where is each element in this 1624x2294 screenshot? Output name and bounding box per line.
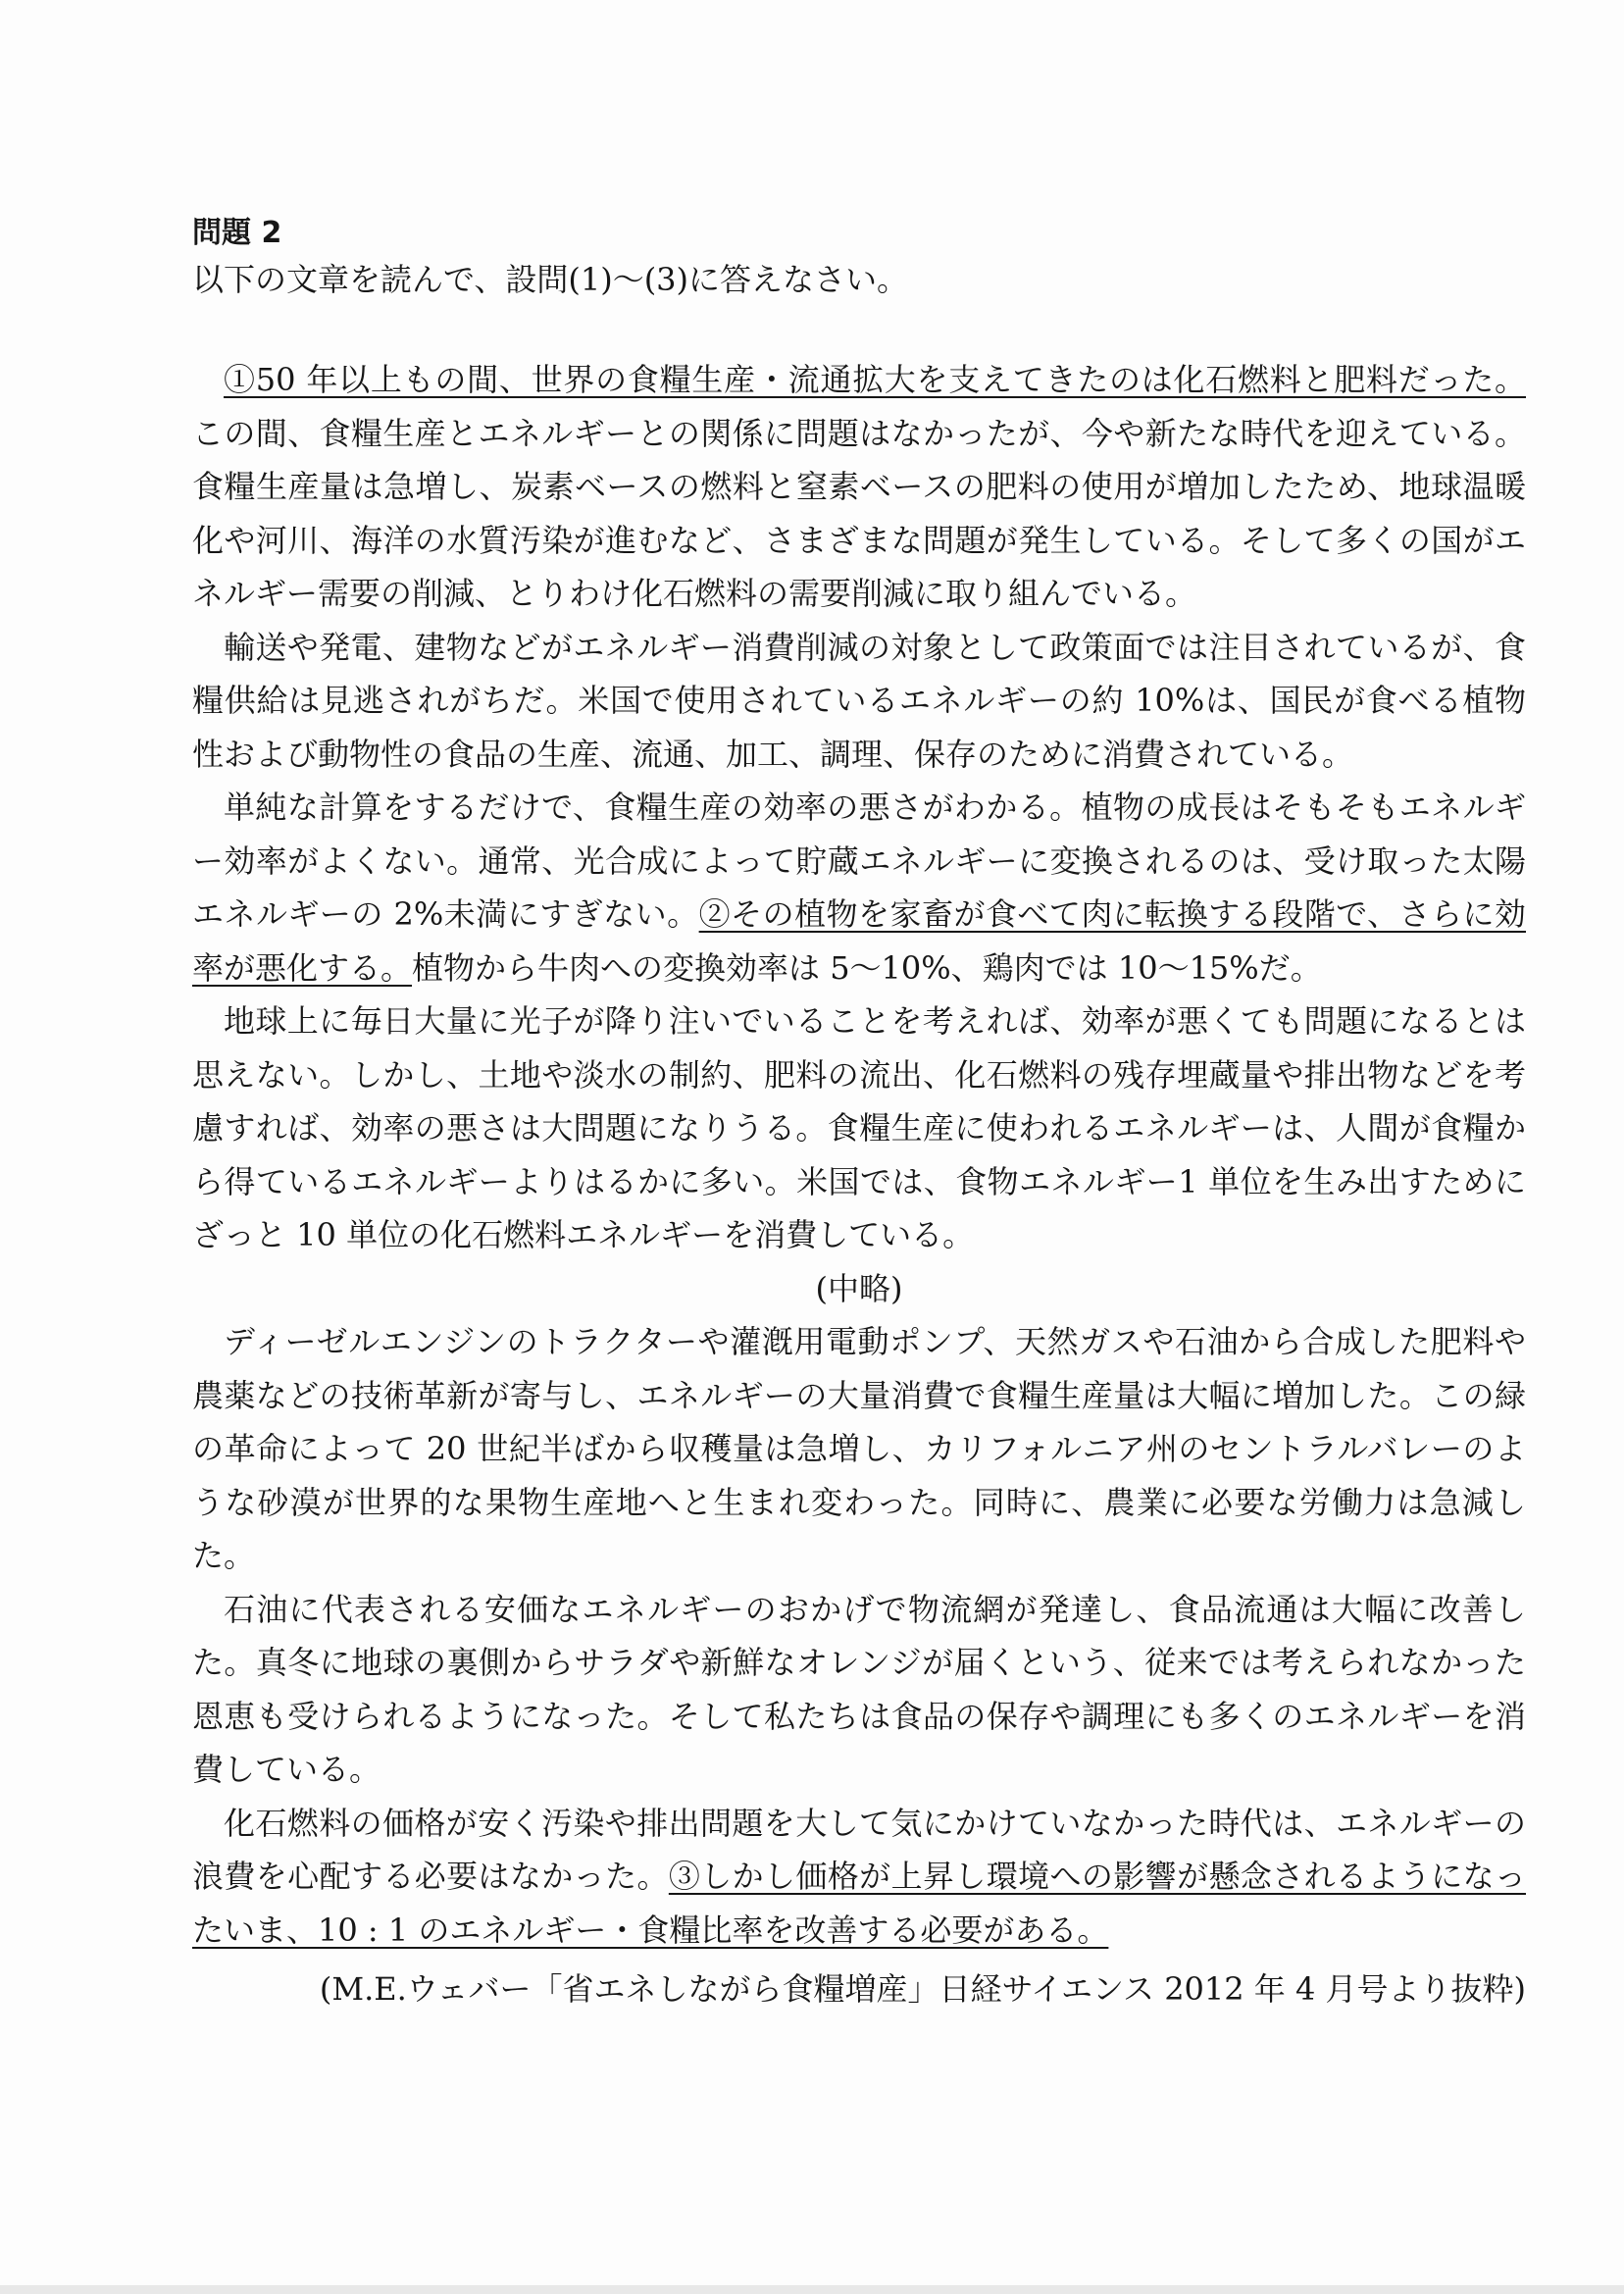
paragraph-3: [192, 781, 1526, 994]
paragraph-2: 輸送や発電、建物などがエネルギー消費削減の対象として政策面では注目されているが、食糧供給は見逃されがちだ。米国で使用されているエネルギーの約 10%は、国民が食べる植物性および動物性の食品の生産、流通、加工、調理、保存のために消費されている。: [192, 628, 1526, 773]
paragraph-5: ディーゼルエンジンのトラクターや灌漑用電動ポンプ、天然ガスや石油から合成した肥料や農薬などの技術革新が寄与し、エネルギーの大量消費で食糧生産量は大幅に増加した。この緑の革命によって 20 世紀半ばから収穫量は急増し、カリフォルニア州のセントラルバレーのような砂漠が世界的な果物生産地へと生まれ変わった。同時に、農業に必要な労働力は急減した。: [192, 1323, 1526, 1574]
paragraph-1: [192, 353, 1526, 621]
underlined-passage-2: ②その植物を家畜が食べて肉に転換する段階で、さらに効率が悪化する。: [192, 895, 1526, 987]
paragraph-4: 地球上に毎日大量に光子が降り注いでいることを考えれば、効率が悪くても問題になるとは思えない。しかし、土地や淡水の制約、肥料の流出、化石燃料の残存埋蔵量や排出物などを考慮すれば、効率の悪さは大問題になりうる。食糧生産に使われるエネルギーは、人間が食糧から得ているエネルギーよりはるかに多い。米国では、食物エネルギー1 単位を生み出すためにざっと 10 単位の化石燃料エネルギーを消費している。: [192, 1002, 1526, 1253]
paragraph-1-text: この間、食糧生産とエネルギーとの関係に問題はなかったが、今や新たな時代を迎えている。食糧生産量は急増し、炭素ベースの燃料と窒素ベースの肥料の使用が増加したため、地球温暖化や河川、海洋の水質汚染が進むなど、さまざまな問題が発生している。そして多くの国がエネルギー需要の削減、とりわけ化石燃料の需要削減に取り組んでいる。: [192, 414, 1526, 612]
underlined-passage-3: ③しかし価格が上昇し環境への影響が懸念されるようになったいま、10 : 1 のエネルギー・食糧比率を改善する必要がある。: [192, 1858, 1526, 1949]
paragraph-7-text-before: 化石燃料の価格が安く汚染や排出問題を大して気にかけていなかった時代は、エネルギーの浪費を心配する必要はなかった。: [192, 1804, 1526, 1895]
question-instruction: 以下の文章を読んで、設問(1)〜(3)に答えなさい。: [192, 261, 909, 298]
question-heading: 問題 2: [192, 216, 282, 250]
question-content: [192, 212, 1526, 2016]
scan-edge: [0, 2285, 1624, 2294]
omission-marker: (中略): [815, 1269, 903, 1307]
source-citation: (M.E.ウェバー「省エネしながら食糧増産」日経サイエンス 2012 年 4 月号より抜粋): [319, 1970, 1526, 2008]
paragraph-3-text-before: 単純な計算をするだけで、食糧生産の効率の悪さがわかる。植物の成長はそもそもエネルギー効率がよくない。通常、光合成によって貯蔵エネルギーに変換されるのは、受け取った太陽エネルギーの 2%未満にすぎない。: [192, 789, 1526, 933]
paragraph-6: 石油に代表される安価なエネルギーのおかげで物流網が発達し、食品流通は大幅に改善した。真冬に地球の裏側からサラダや新鮮なオレンジが届くという、従来では考えられなかった恩恵も受けられるようになった。そして私たちは食品の保存や調理にも多くのエネルギーを消費している。: [192, 1590, 1526, 1788]
paragraph-3-text-after: 植物から牛肉への変換効率は 5〜10%、鶏肉では 10〜15%だ。: [412, 948, 1322, 987]
underlined-passage-1: ①50 年以上もの間、世界の食糧生産・流通拡大を支えてきたのは化石燃料と肥料だった。: [224, 361, 1526, 398]
paragraph-7: [192, 1797, 1526, 1958]
